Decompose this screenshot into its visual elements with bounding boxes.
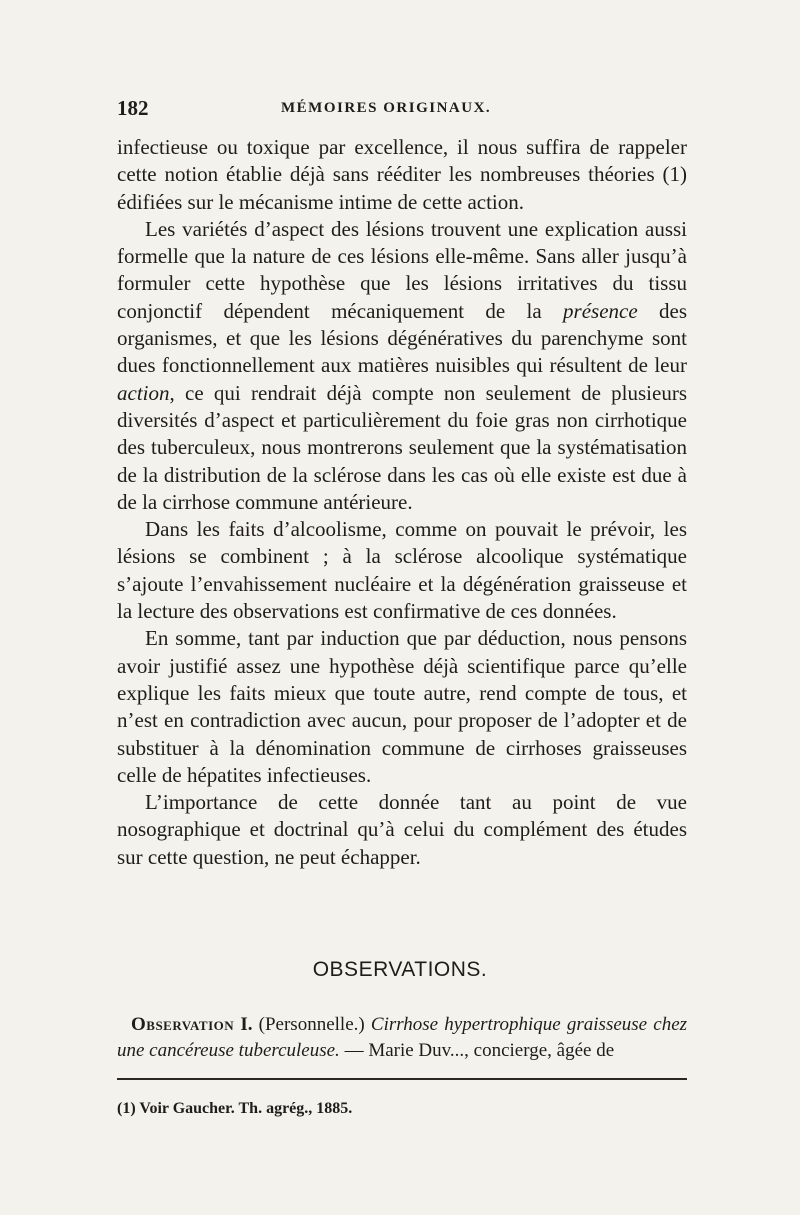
paragraph-5: L’importance de cette donnée tant au point de vue nosographique et doctrinal qu’à celui du complément des études sur cette question, ne peut échapper. [117, 790, 687, 869]
page-number: 182 [117, 96, 149, 120]
paragraph-3: Dans les faits d’alcoolisme, comme on pouvait le prévoir, les lésions se combinent ; à la sclérose alcoolique systématique s’ajoute l’envahissement nucléaire et la dégénération graisseuse et la lecture des observations est confirmative de ces données. [117, 517, 687, 624]
observation-source: (Personnelle.) [258, 1014, 365, 1035]
observation-dash: — [339, 1040, 369, 1061]
paragraph-4: En somme, tant par induction que par déduction, nous pensons avoir justifié assez une hypothèse déjà scientifique parce qu’elle explique les faits mieux que toute autre, rend compte de tous, et n’est en contradiction avec aucun, pour proposer de l’adopter et de substituer à la dénomination commune de cirrhoses graisseuses celle de hépatites infectieuses. [117, 626, 687, 787]
paragraph-1: infectieuse ou toxique par excellence, il nous suffira de rappeler cette notion établie déjà sans rééditer les nombreuses théories (1) édifiées sur le mécanisme intime de cette action. [117, 135, 687, 214]
section-title: OBSERVATIONS. [312, 958, 488, 981]
paragraph-2-part-e: , ce qui rendrait déjà compte non seulement de plusieurs diversités d’aspect et particulièrement du foie gras non cirrhotique des tuberculeux, nous montrerons seulement que la systématisation de la distribution de la sclérose dans les cas où elle existe est due à de la cirrhose commune antérieure. [117, 380, 687, 514]
paragraph-2-part-a: Les variétés d’aspect des lésions trouvent une explication aussi formelle que la nature de ces lésions elle-même. Sans aller jusqu’à formuler cette hypothèse que les lésions irritatives du tissu conjonctif dépendent mécaniquement de la [117, 216, 687, 323]
observation-text: Marie Duv..., concierge, âgée de [368, 1040, 615, 1061]
page-header [117, 96, 687, 126]
paragraph-2-part-c: des organismes, et que les lésions dégénératives du parenchyme sont dues fonctionnellement aux matières nuisibles qui résultent de leur [117, 298, 687, 378]
footnote-rule [117, 1078, 687, 1080]
observation-number: I. [240, 1014, 253, 1035]
emphasis-action: action [117, 380, 170, 405]
observation-label: Observation [131, 1014, 235, 1035]
running-head: MÉMOIRES ORIGINAUX. [281, 100, 492, 116]
observation-heading [117, 1012, 687, 1064]
emphasis-presence: présence [563, 298, 638, 323]
footnote: (1) Voir Gaucher. Th. agrég., 1885. [117, 1100, 353, 1117]
body-text [117, 134, 687, 871]
observation-title: Cirrhose hypertrophique graisseuse chez une cancéreuse tuberculeuse. [117, 1014, 688, 1061]
paragraph-2 [117, 216, 687, 516]
